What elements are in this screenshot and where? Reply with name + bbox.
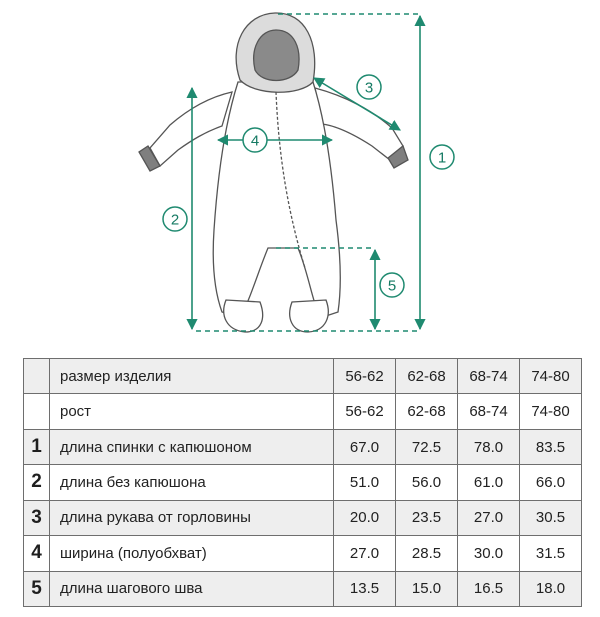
table-header-row-size <box>24 359 582 394</box>
table-cell: 74-80 <box>520 359 582 394</box>
row-number: 1 <box>24 429 50 464</box>
table-cell: 20.0 <box>334 500 396 535</box>
table-cell: 15.0 <box>396 571 458 606</box>
badge-1-label: 1 <box>437 149 447 167</box>
table-header-row-height <box>24 394 582 429</box>
table-row <box>24 536 582 571</box>
row-label: длина рукава от горловины <box>50 500 334 535</box>
table-cell: 83.5 <box>520 429 582 464</box>
badge-3 <box>357 75 381 99</box>
badge-5 <box>380 273 404 297</box>
badge-4 <box>243 128 267 152</box>
table-cell: 18.0 <box>520 571 582 606</box>
badge-1 <box>430 145 454 169</box>
table-cell: 28.5 <box>396 536 458 571</box>
table-cell: 56.0 <box>396 465 458 500</box>
table-cell: 72.5 <box>396 429 458 464</box>
row-number: 3 <box>24 500 50 535</box>
table-cell: 16.5 <box>458 571 520 606</box>
table-cell: 31.5 <box>520 536 582 571</box>
badge-3-label: 3 <box>364 79 374 97</box>
row-number-empty <box>24 359 50 394</box>
table-cell: 51.0 <box>334 465 396 500</box>
row-label: рост <box>50 394 334 429</box>
size-table <box>23 358 582 607</box>
row-number: 5 <box>24 571 50 606</box>
table-cell: 56-62 <box>334 394 396 429</box>
left-foot <box>224 300 263 332</box>
badge-2-label: 2 <box>170 211 180 229</box>
table-cell: 68-74 <box>458 394 520 429</box>
table-cell: 30.0 <box>458 536 520 571</box>
table-cell: 13.5 <box>334 571 396 606</box>
row-number: 2 <box>24 465 50 500</box>
table-cell: 62-68 <box>396 394 458 429</box>
table-cell: 62-68 <box>396 359 458 394</box>
row-label: размер изделия <box>50 359 334 394</box>
left-sleeve <box>150 92 232 166</box>
table-cell: 68-74 <box>458 359 520 394</box>
badge-2 <box>163 207 187 231</box>
table-cell: 56-62 <box>334 359 396 394</box>
badge-5-label: 5 <box>387 277 397 295</box>
row-label: ширина (полуобхват) <box>50 536 334 571</box>
row-label: длина без капюшона <box>50 465 334 500</box>
table-cell: 66.0 <box>520 465 582 500</box>
table-row <box>24 465 582 500</box>
hood-inner <box>254 30 299 81</box>
table-cell: 61.0 <box>458 465 520 500</box>
row-number-empty <box>24 394 50 429</box>
badge-4-label: 4 <box>250 132 260 150</box>
row-number: 4 <box>24 536 50 571</box>
table-cell: 78.0 <box>458 429 520 464</box>
table-row <box>24 500 582 535</box>
table-cell: 67.0 <box>334 429 396 464</box>
table-row <box>24 429 582 464</box>
table-cell: 27.0 <box>334 536 396 571</box>
table-cell: 23.5 <box>396 500 458 535</box>
right-foot <box>290 300 329 332</box>
table-cell: 30.5 <box>520 500 582 535</box>
row-label: длина шагового шва <box>50 571 334 606</box>
jumpsuit-drawing <box>139 13 408 332</box>
row-label: длина спинки с капюшоном <box>50 429 334 464</box>
table-cell: 27.0 <box>458 500 520 535</box>
body <box>213 82 340 318</box>
table-row <box>24 571 582 606</box>
table-cell: 74-80 <box>520 394 582 429</box>
